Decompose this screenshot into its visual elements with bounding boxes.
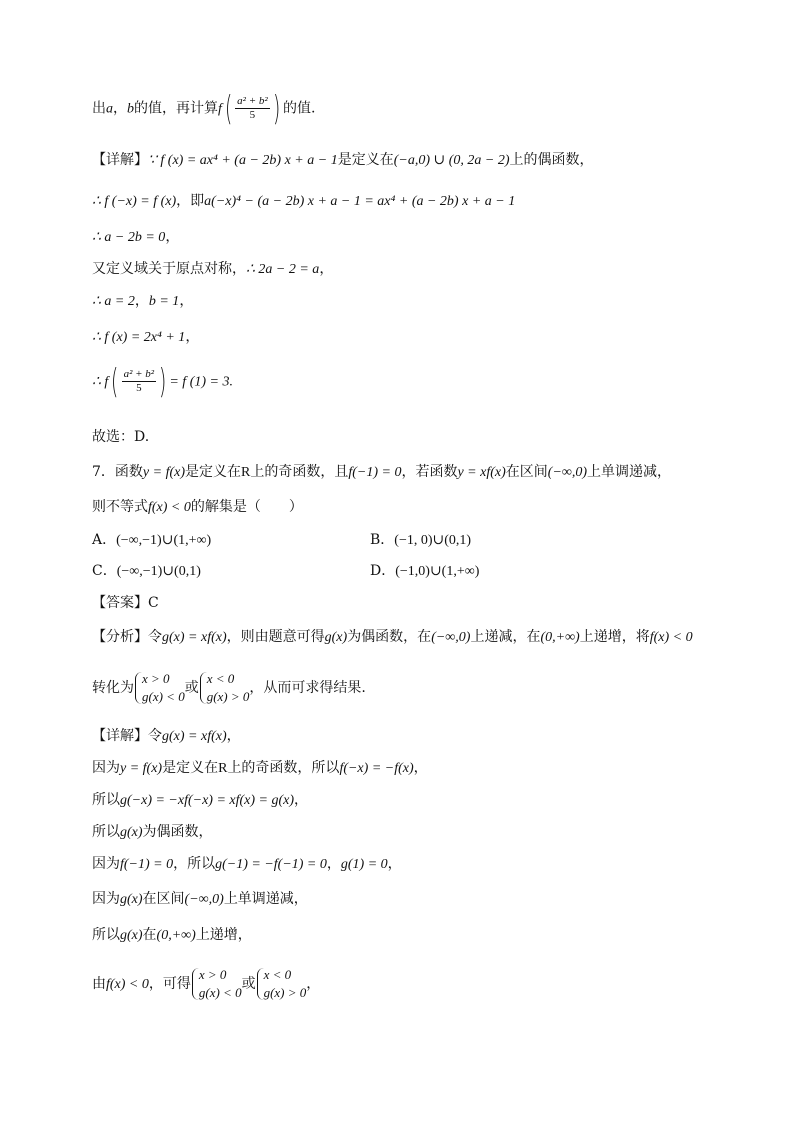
denominator: 5 bbox=[136, 382, 142, 394]
math: f(x) < 0 bbox=[148, 500, 191, 515]
math: a bbox=[106, 101, 113, 117]
math: ∴ a = 2 bbox=[92, 294, 135, 309]
text-line bbox=[92, 292, 193, 311]
text-line bbox=[92, 260, 333, 279]
math: b bbox=[127, 101, 134, 117]
math: f(−x) = −f(x) bbox=[339, 761, 414, 776]
case: x < 0 bbox=[206, 671, 235, 686]
answer-line bbox=[92, 594, 159, 612]
math: (−∞,−1)∪(0,1) bbox=[116, 564, 201, 579]
text: 是定义在 bbox=[162, 760, 219, 776]
text: 所以 bbox=[92, 927, 120, 943]
solution-line bbox=[92, 791, 308, 810]
math: (0,+∞) bbox=[540, 630, 580, 645]
text: ，从而可求得结果. bbox=[249, 680, 366, 696]
text-line bbox=[92, 228, 179, 247]
text: ，则由题意可得 bbox=[226, 629, 325, 645]
text: 由 bbox=[92, 976, 106, 992]
text: ，所以 bbox=[173, 856, 216, 872]
math: (−1,0)∪(1,+∞) bbox=[395, 564, 480, 579]
paren: ) bbox=[272, 88, 280, 129]
text-line bbox=[92, 428, 149, 446]
math: ∴ f (x) = 2x⁴ + 1 bbox=[92, 330, 186, 345]
text: 又定义域关于原点对称， bbox=[92, 261, 246, 277]
text: 在 bbox=[142, 927, 157, 943]
text: 则不等式 bbox=[92, 499, 148, 515]
text: 【详解】令 bbox=[92, 728, 162, 744]
text: 是定义在 bbox=[337, 152, 394, 168]
text: 在区间 bbox=[142, 891, 185, 907]
case-system bbox=[134, 670, 185, 706]
text-line bbox=[92, 328, 199, 347]
math: R bbox=[241, 465, 251, 480]
math: (−∞,0) bbox=[184, 892, 224, 907]
option-label: D． bbox=[370, 563, 396, 579]
text: 在区间 bbox=[505, 464, 548, 480]
math: g(x) bbox=[120, 928, 143, 943]
paren: ( bbox=[224, 88, 233, 129]
math: (−a,0) ∪ (0, 2a − 2) bbox=[393, 153, 510, 168]
analysis-line bbox=[92, 628, 693, 647]
text: 因为 bbox=[92, 760, 120, 776]
numerator: a² + b² bbox=[237, 95, 268, 107]
math: g(x) bbox=[324, 630, 348, 645]
text: 故选：D. bbox=[92, 429, 150, 445]
analysis-line bbox=[92, 670, 366, 706]
text: 为偶函数，在 bbox=[347, 629, 432, 645]
text: 的值，再计算 bbox=[134, 100, 218, 117]
text: ， bbox=[165, 229, 180, 245]
text-line bbox=[92, 88, 316, 129]
math: (−1, 0)∪(0,1) bbox=[394, 533, 472, 548]
case: g(x) < 0 bbox=[198, 985, 242, 1000]
case-system bbox=[256, 966, 307, 1002]
solution-line bbox=[92, 759, 428, 778]
text: ， bbox=[134, 293, 149, 309]
numerator: a² + b² bbox=[123, 368, 155, 380]
math: y = f(x) bbox=[120, 761, 163, 776]
text: 所以 bbox=[92, 824, 120, 840]
math: a(−x)⁴ − (a − 2b) x + a − 1 = ax⁴ + (a − 2b) x + a − 1 bbox=[204, 194, 516, 209]
text: 【分析】令 bbox=[92, 629, 162, 645]
option-c bbox=[92, 562, 201, 581]
math: ∴ 2a − 2 = a bbox=[246, 262, 320, 277]
text: ， bbox=[179, 293, 194, 309]
text: ， bbox=[326, 856, 341, 872]
text-line bbox=[92, 151, 593, 170]
math: g(x) bbox=[120, 892, 143, 907]
text: ， bbox=[306, 976, 321, 992]
math: (0,+∞) bbox=[156, 928, 196, 943]
math: (−∞,0) bbox=[547, 465, 588, 480]
case-system bbox=[199, 670, 250, 706]
case: x > 0 bbox=[198, 967, 227, 982]
case-system bbox=[191, 966, 242, 1002]
math: f(−1) = 0 bbox=[348, 465, 402, 480]
math: f(x) < 0 bbox=[106, 977, 149, 992]
math: R bbox=[218, 761, 228, 776]
fraction bbox=[122, 368, 157, 395]
solution-line bbox=[92, 966, 320, 1002]
text: 上递减，在 bbox=[470, 629, 541, 645]
denominator: 5 bbox=[249, 109, 256, 121]
math: ∴ a − 2b = 0 bbox=[92, 230, 166, 245]
text: 所以 bbox=[92, 792, 120, 808]
solution-line bbox=[92, 890, 308, 909]
text: ， bbox=[113, 100, 127, 117]
text: 上单调递减， bbox=[223, 891, 308, 907]
text: 转化为 bbox=[92, 680, 134, 696]
text: 上递增， bbox=[195, 927, 252, 943]
case: g(x) > 0 bbox=[206, 689, 250, 704]
solution-line bbox=[92, 727, 241, 746]
text-line bbox=[92, 361, 233, 402]
paren: ( bbox=[111, 361, 119, 402]
text: 的解集是（ ） bbox=[190, 499, 303, 515]
solution-line bbox=[92, 855, 402, 874]
text: 或 bbox=[241, 976, 256, 992]
case: g(x) > 0 bbox=[263, 985, 307, 1000]
fraction bbox=[235, 95, 270, 122]
text: 或 bbox=[184, 680, 199, 696]
math: ∴ f bbox=[92, 374, 109, 390]
label: 【详解】 bbox=[92, 152, 148, 168]
case: g(x) < 0 bbox=[142, 689, 185, 704]
option-d bbox=[370, 562, 479, 581]
option-a bbox=[92, 531, 211, 550]
text: 是定义在 bbox=[185, 464, 242, 480]
text: ， bbox=[319, 261, 334, 277]
math: g(−x) = −xf(−x) = xf(x) = g(x) bbox=[120, 793, 295, 808]
text: 上的奇函数，且 bbox=[250, 464, 349, 480]
text: ， bbox=[185, 329, 200, 345]
math: y = xf(x) bbox=[457, 465, 506, 480]
case: x > 0 bbox=[142, 671, 170, 686]
math: g(x) bbox=[120, 825, 143, 840]
math: (−∞,0) bbox=[431, 630, 471, 645]
text: 上递增，将 bbox=[579, 629, 650, 645]
text: ， bbox=[413, 760, 428, 776]
solution-line bbox=[92, 926, 252, 945]
text: 上单调递减， bbox=[587, 464, 672, 480]
text: ， bbox=[294, 792, 309, 808]
text: 为偶函数， bbox=[142, 824, 213, 840]
solution-line bbox=[92, 823, 213, 842]
math: g(−1) = −f(−1) = 0 bbox=[215, 857, 327, 872]
math: f bbox=[218, 101, 222, 117]
option-label: B． bbox=[370, 532, 395, 548]
question-7-stem bbox=[92, 463, 671, 482]
math: y = f(x) bbox=[142, 465, 186, 480]
option-b bbox=[370, 531, 471, 550]
text: 因为 bbox=[92, 856, 120, 872]
math: g(x) = xf(x) bbox=[162, 729, 227, 744]
question-7-stem bbox=[92, 498, 303, 517]
math: g(x) = xf(x) bbox=[162, 630, 227, 645]
text: ，可得 bbox=[148, 976, 191, 992]
math: f(−1) = 0 bbox=[120, 857, 174, 872]
answer: 【答案】C bbox=[92, 595, 159, 611]
text: 上的偶函数， bbox=[509, 152, 594, 168]
math: = f (1) = 3. bbox=[169, 374, 233, 390]
text-line bbox=[92, 192, 515, 211]
option-label: C． bbox=[92, 563, 117, 579]
math: f(x) < 0 bbox=[649, 630, 693, 645]
math: (−∞,−1)∪(1,+∞) bbox=[116, 533, 212, 548]
math: ∴ f (−x) = f (x) bbox=[92, 194, 177, 209]
text: 7．函数 bbox=[92, 464, 143, 480]
text: 因为 bbox=[92, 891, 120, 907]
text: ， bbox=[387, 856, 402, 872]
text: 上的奇函数，所以 bbox=[227, 760, 340, 776]
text: ，即 bbox=[176, 193, 205, 209]
paren: ) bbox=[159, 361, 167, 402]
math: ∵ f (x) = ax⁴ + (a − 2b) x + a − 1 bbox=[148, 153, 338, 168]
text: ，若函数 bbox=[401, 464, 458, 480]
text: ， bbox=[226, 728, 241, 744]
option-label: A． bbox=[92, 532, 117, 548]
case: x < 0 bbox=[263, 967, 292, 982]
math: g(1) = 0 bbox=[340, 857, 388, 872]
math: b = 1 bbox=[148, 294, 180, 309]
text: 的值. bbox=[282, 100, 316, 117]
text: 出 bbox=[92, 100, 106, 117]
